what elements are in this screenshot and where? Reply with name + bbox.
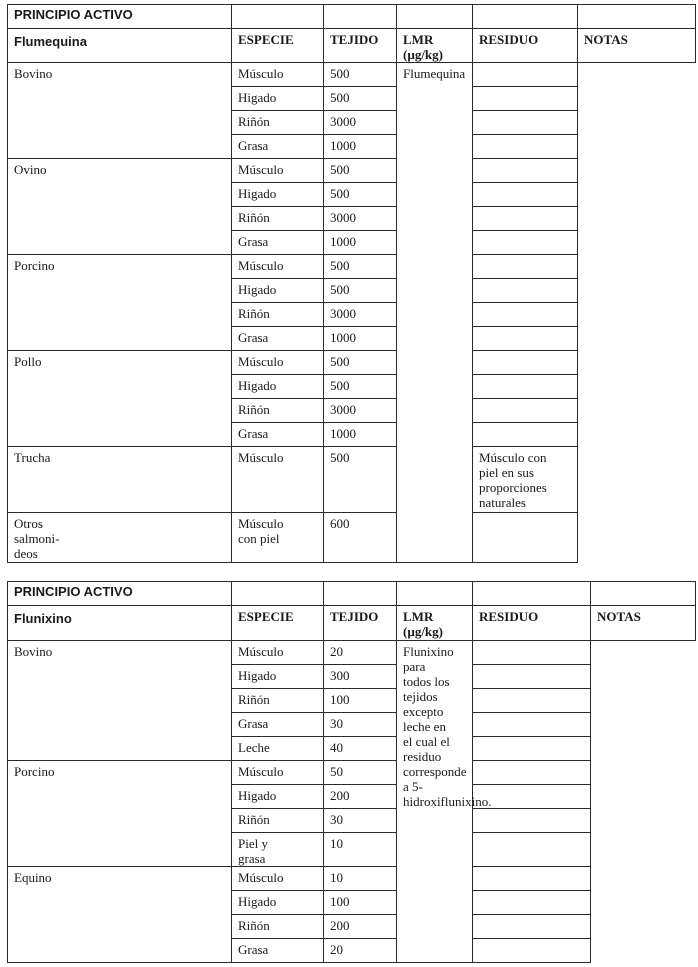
notas-cell	[473, 279, 578, 303]
tejido-cell: Músculo	[232, 159, 324, 183]
tejido-cell: Músculo	[232, 351, 324, 375]
tejido-cell: Riñón	[232, 689, 324, 713]
notas-cell	[473, 135, 578, 159]
notas-cell	[473, 939, 591, 963]
notas-cell	[473, 327, 578, 351]
lmr-header: LMR (µg/kg)	[397, 29, 473, 63]
tejido-cell: Músculo	[232, 761, 324, 785]
tejido-cell: Leche	[232, 737, 324, 761]
notas-cell	[473, 207, 578, 231]
especie-cell: Porcino	[8, 761, 232, 867]
notas-cell	[473, 737, 591, 761]
tejido-cell: Grasa	[232, 135, 324, 159]
notas-cell	[473, 713, 591, 737]
notas-cell	[473, 303, 578, 327]
notas-cell	[473, 761, 591, 785]
notas-cell	[473, 513, 578, 563]
lmr-cell: 10	[324, 833, 397, 867]
notas-cell	[473, 809, 591, 833]
notas-cell	[473, 399, 578, 423]
lmr-cell: 3000	[324, 207, 397, 231]
lmr-cell: 50	[324, 761, 397, 785]
lmr-cell: 500	[324, 87, 397, 111]
tejido-cell: Riñón	[232, 809, 324, 833]
notas-cell	[473, 375, 578, 399]
principio-activo-header: PRINCIPIO ACTIVO	[8, 5, 232, 29]
notas-cell	[473, 867, 591, 891]
table-row	[8, 867, 696, 891]
lmr-cell: 200	[324, 915, 397, 939]
tejido-cell: Higado	[232, 785, 324, 809]
table-row	[8, 351, 696, 375]
especie-header: ESPECIE	[232, 29, 324, 63]
residuo-header: RESIDUO	[473, 29, 578, 63]
lmr-cell: 1000	[324, 423, 397, 447]
tejido-cell: Grasa	[232, 423, 324, 447]
notas-header: NOTAS	[591, 606, 696, 641]
tejido-cell: Músculo con piel	[232, 513, 324, 563]
notas-cell	[473, 641, 591, 665]
lmr-cell: 600	[324, 513, 397, 563]
flumequina-table	[7, 4, 696, 563]
lmr-cell: 500	[324, 63, 397, 87]
tejido-cell: Higado	[232, 891, 324, 915]
tejido-cell: Higado	[232, 375, 324, 399]
tejido-cell: Grasa	[232, 713, 324, 737]
especie-cell: Pollo	[8, 351, 232, 447]
lmr-cell: 1000	[324, 135, 397, 159]
drug-name: Flunixino	[8, 606, 232, 641]
lmr-cell: 30	[324, 809, 397, 833]
lmr-cell: 500	[324, 351, 397, 375]
especie-header: ESPECIE	[232, 606, 324, 641]
drug-name: Flumequina	[8, 29, 232, 63]
lmr-cell: 3000	[324, 399, 397, 423]
lmr-cell: 500	[324, 279, 397, 303]
table-row	[8, 641, 696, 665]
lmr-cell: 500	[324, 375, 397, 399]
lmr-cell: 100	[324, 891, 397, 915]
notas-cell	[473, 111, 578, 135]
especie-cell: Otros salmoni- deos	[8, 513, 232, 563]
notas-cell: Músculo con piel en sus proporciones naturales	[473, 447, 578, 513]
tejido-cell: Riñón	[232, 111, 324, 135]
table-row	[8, 761, 696, 785]
tejido-cell: Músculo	[232, 447, 324, 513]
tejido-cell: Higado	[232, 87, 324, 111]
notas-cell	[473, 665, 591, 689]
lmr-cell: 20	[324, 641, 397, 665]
residuo-cell: Flunixino para todos los tejidos excepto leche en el cual el residuo corresponde a 5- hidroxiflunixino.	[397, 641, 473, 963]
table-row	[8, 447, 696, 469]
lmr-cell: 300	[324, 665, 397, 689]
notas-header: NOTAS	[578, 29, 696, 63]
notas-cell	[473, 423, 578, 447]
notas-cell	[473, 87, 578, 111]
lmr-cell: 1000	[324, 231, 397, 255]
notas-cell	[473, 689, 591, 713]
tejido-header: TEJIDO	[324, 606, 397, 641]
tejido-cell: Músculo	[232, 255, 324, 279]
table-row	[8, 513, 696, 563]
lmr-cell: 3000	[324, 111, 397, 135]
especie-cell: Trucha	[8, 447, 232, 513]
tejido-cell: Higado	[232, 183, 324, 207]
tejido-cell: Músculo	[232, 641, 324, 665]
notas-cell	[473, 351, 578, 375]
lmr-cell: 500	[324, 255, 397, 279]
lmr-cell: 200	[324, 785, 397, 809]
tejido-cell: Riñón	[232, 915, 324, 939]
residuo-cell: Flumequina	[397, 63, 473, 563]
lmr-header: LMR (µg/kg)	[397, 606, 473, 641]
tejido-cell: Riñón	[232, 207, 324, 231]
tejido-cell: Higado	[232, 279, 324, 303]
tejido-cell: Grasa	[232, 231, 324, 255]
lmr-cell: 20	[324, 939, 397, 963]
notas-cell	[473, 231, 578, 255]
notas-cell	[473, 891, 591, 915]
notas-cell	[473, 183, 578, 207]
tejido-cell: Higado	[232, 665, 324, 689]
especie-cell: Bovino	[8, 63, 232, 159]
notas-cell	[473, 255, 578, 279]
lmr-cell: 3000	[324, 303, 397, 327]
especie-cell: Bovino	[8, 641, 232, 761]
notas-cell	[473, 915, 591, 939]
table-row	[8, 159, 696, 183]
lmr-cell: 500	[324, 159, 397, 183]
tejido-cell: Grasa	[232, 327, 324, 351]
table-row	[8, 255, 696, 279]
flunixino-table	[7, 581, 696, 963]
tejido-cell: Músculo	[232, 867, 324, 891]
tejido-cell: Riñón	[232, 399, 324, 423]
tejido-cell: Riñón	[232, 303, 324, 327]
lmr-cell: 100	[324, 689, 397, 713]
residuo-header: RESIDUO	[473, 606, 591, 641]
lmr-cell: 500	[324, 183, 397, 207]
table-row	[8, 63, 696, 87]
notas-cell	[473, 63, 578, 87]
tejido-cell: Piel y grasa	[232, 833, 324, 867]
lmr-cell: 500	[324, 447, 397, 513]
lmr-cell: 30	[324, 713, 397, 737]
lmr-cell: 40	[324, 737, 397, 761]
tejido-cell: Músculo	[232, 63, 324, 87]
notas-cell	[473, 833, 591, 867]
lmr-cell: 1000	[324, 327, 397, 351]
principio-activo-header: PRINCIPIO ACTIVO	[8, 582, 232, 606]
tejido-header: TEJIDO	[324, 29, 397, 63]
especie-cell: Equino	[8, 867, 232, 963]
especie-cell: Ovino	[8, 159, 232, 255]
lmr-cell: 10	[324, 867, 397, 891]
notas-cell	[473, 159, 578, 183]
especie-cell: Porcino	[8, 255, 232, 351]
tejido-cell: Grasa	[232, 939, 324, 963]
